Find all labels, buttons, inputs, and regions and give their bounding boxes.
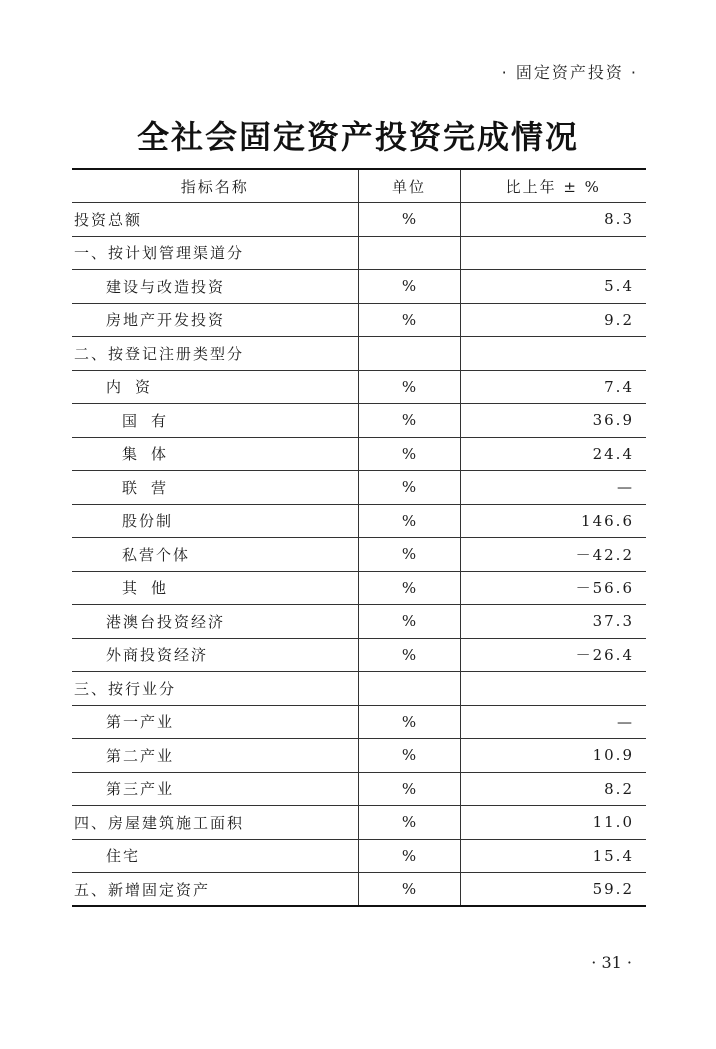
table-row [72, 236, 646, 270]
table-row [72, 471, 646, 505]
indicator-name-cell: 第三产业 [72, 772, 358, 806]
unit-cell: % [358, 471, 460, 505]
table-row [72, 638, 646, 672]
unit-cell: % [358, 605, 460, 639]
indicator-name-cell: 四、房屋建筑施工面积 [72, 806, 358, 840]
table-row [72, 203, 646, 237]
table-row [72, 370, 646, 404]
table-row [72, 806, 646, 840]
indicator-name-cell: 第一产业 [72, 705, 358, 739]
table-header-row [72, 169, 646, 203]
unit-cell [358, 236, 460, 270]
indicator-name-cell: 外商投资经济 [72, 638, 358, 672]
indicator-name-cell: 私营个体 [72, 538, 358, 572]
indicator-name-cell: 其他 [72, 571, 358, 605]
change-value-cell: 9.2 [460, 303, 646, 337]
table-row [72, 437, 646, 471]
unit-cell: % [358, 437, 460, 471]
change-value-cell: 8.3 [460, 203, 646, 237]
change-value-cell: 146.6 [460, 504, 646, 538]
table-row [72, 337, 646, 371]
unit-cell: % [358, 772, 460, 806]
indicator-name-cell: 内资 [72, 370, 358, 404]
change-value-cell: －42.2 [460, 538, 646, 572]
column-header-change: 比上年 ± % [460, 169, 646, 203]
change-value-cell: 5.4 [460, 270, 646, 304]
unit-cell: % [358, 203, 460, 237]
indicator-name-cell: 一、按计划管理渠道分 [72, 236, 358, 270]
table-row [72, 270, 646, 304]
change-value-cell: 7.4 [460, 370, 646, 404]
change-value-cell: 11.0 [460, 806, 646, 840]
unit-cell: % [358, 739, 460, 773]
statistics-table [72, 168, 646, 907]
table-row [72, 839, 646, 873]
indicator-name-cell: 国有 [72, 404, 358, 438]
change-value-cell: 15.4 [460, 839, 646, 873]
table-row [72, 303, 646, 337]
change-value-cell: 8.2 [460, 772, 646, 806]
unit-cell: % [358, 270, 460, 304]
unit-cell: % [358, 705, 460, 739]
change-value-cell: — [460, 471, 646, 505]
change-value-cell [460, 672, 646, 706]
column-header-unit: 单位 [358, 169, 460, 203]
change-value-cell: 10.9 [460, 739, 646, 773]
page-number: · 31 · [591, 953, 632, 972]
indicator-name-cell: 股份制 [72, 504, 358, 538]
unit-cell: % [358, 303, 460, 337]
indicator-name-cell: 房地产开发投资 [72, 303, 358, 337]
table-row [72, 873, 646, 907]
change-value-cell: －56.6 [460, 571, 646, 605]
indicator-name-cell: 建设与改造投资 [72, 270, 358, 304]
change-value-cell: 24.4 [460, 437, 646, 471]
change-value-cell: 37.3 [460, 605, 646, 639]
table-row [72, 705, 646, 739]
indicator-name-cell: 二、按登记注册类型分 [72, 337, 358, 371]
indicator-name-cell: 港澳台投资经济 [72, 605, 358, 639]
unit-cell: % [358, 538, 460, 572]
change-value-cell [460, 337, 646, 371]
table-row [72, 739, 646, 773]
table-row [72, 672, 646, 706]
indicator-name-cell: 五、新增固定资产 [74, 880, 211, 899]
unit-cell [358, 672, 460, 706]
change-value-cell: 36.9 [460, 404, 646, 438]
section-header: · 固定资产投资 · [501, 63, 638, 82]
table-body [72, 203, 646, 907]
unit-cell: % [358, 370, 460, 404]
unit-cell: % [358, 873, 460, 907]
indicator-name-cell: 联营 [72, 471, 358, 505]
change-value-cell: －26.4 [460, 638, 646, 672]
unit-cell: % [358, 504, 460, 538]
table-row [72, 404, 646, 438]
change-value-cell: 59.2 [592, 880, 634, 898]
indicator-name-cell: 第二产业 [72, 739, 358, 773]
unit-cell: % [358, 839, 460, 873]
page-title: 全社会固定资产投资完成情况 [136, 118, 579, 156]
indicator-name-cell: 集体 [72, 437, 358, 471]
unit-cell: % [358, 638, 460, 672]
indicator-name-cell: 投资总额 [72, 203, 358, 237]
column-header-indicator: 指标名称 [72, 169, 358, 203]
indicator-name-cell: 住宅 [72, 839, 358, 873]
change-value-cell: — [460, 705, 646, 739]
unit-cell: % [358, 806, 460, 840]
table-row [72, 538, 646, 572]
unit-cell [358, 337, 460, 371]
indicator-name-cell: 三、按行业分 [72, 672, 358, 706]
table-row [72, 605, 646, 639]
table-row [72, 504, 646, 538]
table-row [72, 772, 646, 806]
unit-cell: % [358, 571, 460, 605]
change-value-cell [460, 236, 646, 270]
unit-cell: % [358, 404, 460, 438]
table-row [72, 571, 646, 605]
